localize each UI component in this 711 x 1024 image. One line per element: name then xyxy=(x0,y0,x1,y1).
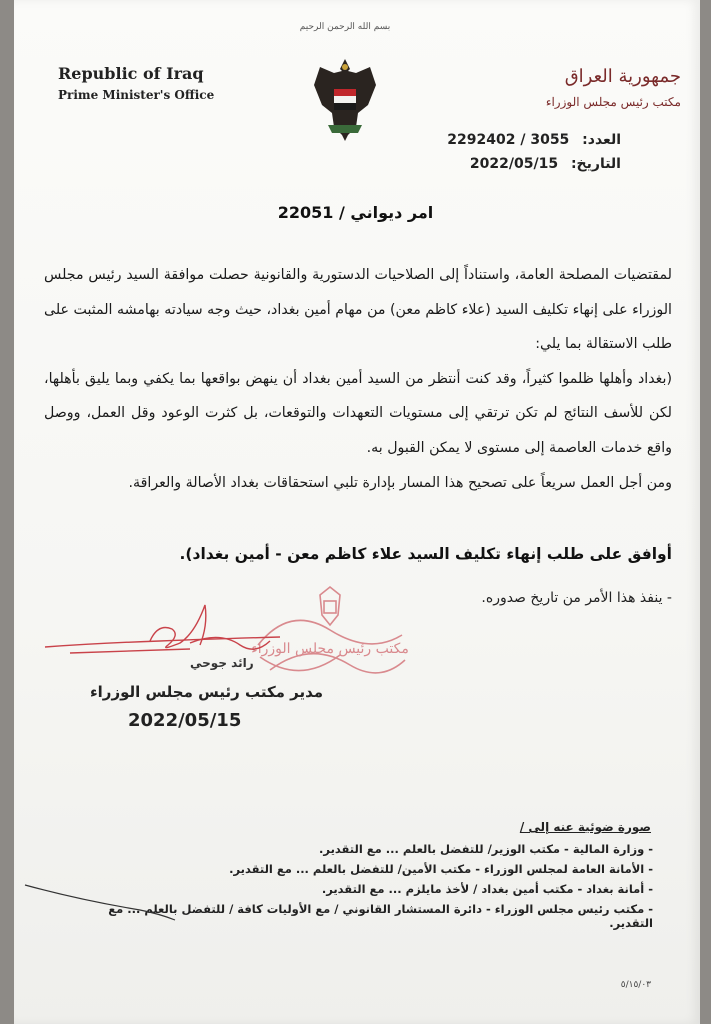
body-paragraph-2: (بغداد وأهلها ظلموا كثيراً، وقد كنت أنتظر من السيد أمين بغداد أن ينهض بواقعها بما يكفي وبما يليق بأهلها، لكن للأسف النتائج لم تكن ترتقي إلى مستويات التعهدات والتوقعات، بل كثرت الوعود وقل العمل، ووصل واقع خدمات العاصمة إلى مستوى لا يمكن القبول به. xyxy=(44,370,672,456)
english-subtitle: Prime Minister's Office xyxy=(58,88,215,102)
cc-heading: صورة ضوئية عنه إلى / xyxy=(519,820,651,834)
number-value: 2292402 / 3055 xyxy=(447,132,570,148)
iraq-eagle-emblem-icon xyxy=(310,55,380,143)
cc-item: - وزارة المالية - مكتب الوزير/ للتفضل بالعلم ... مع التقدير. xyxy=(319,842,653,856)
pen-annotation xyxy=(20,880,180,940)
document-number-row xyxy=(447,132,621,148)
signer-title: مدير مكتب رئيس مجلس الوزراء xyxy=(90,683,324,701)
approval-statement: أوافق على طلب إنهاء تكليف السيد علاء كاظم معن - أمين بغداد). xyxy=(179,545,672,563)
arabic-subtitle: مكتب رئيس مجلس الوزراء xyxy=(545,95,681,109)
body-paragraph-1: لمقتضيات المصلحة العامة، واستناداً إلى الصلاحيات الدستورية والقانونية حصلت موافقة السيد رئيس مجلس الوزراء على إنهاء تكليف السيد (علاء كاظم معن) من مهام أمين بغداد، حيث وجه سيادته بهامشه المثبت على طلب الاستقالة بما يلي: xyxy=(44,267,672,353)
date-value: 2022/05/15 xyxy=(469,156,559,172)
arabic-title: جمهورية العراق xyxy=(564,66,681,87)
signer-name: رائد جوحي xyxy=(190,656,254,670)
cc-item: - مكتب رئيس مجلس الوزراء - دائرة المستشار القانوني / مع الأوليات كافة / للتفضل بالعلم ... مع التقدير. xyxy=(108,902,653,930)
order-title: امر ديواني / 22051 xyxy=(277,203,434,222)
signature-date: 2022/05/15 xyxy=(128,710,242,731)
date-label: التاريخ: xyxy=(570,156,621,172)
cc-item: - أمانة بغداد - مكتب أمين بغداد / لأخذ مايلزم ... مع التقدير. xyxy=(321,882,653,896)
cc-item: - الأمانة العامة لمجلس الوزراء - مكتب الأمين/ للتفضل بالعلم ... مع التقدير. xyxy=(229,862,653,876)
english-title: Republic of Iraq xyxy=(58,64,204,83)
body-text xyxy=(44,258,672,500)
footer-code: ٥/١٥/٠٣ xyxy=(620,980,651,990)
document-date-row xyxy=(470,156,621,172)
body-paragraph-3: ومن أجل العمل سريعاً على تصحيح هذا المسار بإدارة تلبي استحقاقات بغداد الأصالة والعراقة. xyxy=(128,474,672,491)
number-label: العدد: xyxy=(582,132,621,148)
execution-note: - ينفذ هذا الأمر من تاريخ صدوره. xyxy=(481,590,672,606)
stamp-text: مكتب رئيس مجلس الوزراء xyxy=(251,641,409,657)
bismillah-header: بسم الله الرحمن الرحيم xyxy=(299,22,391,32)
